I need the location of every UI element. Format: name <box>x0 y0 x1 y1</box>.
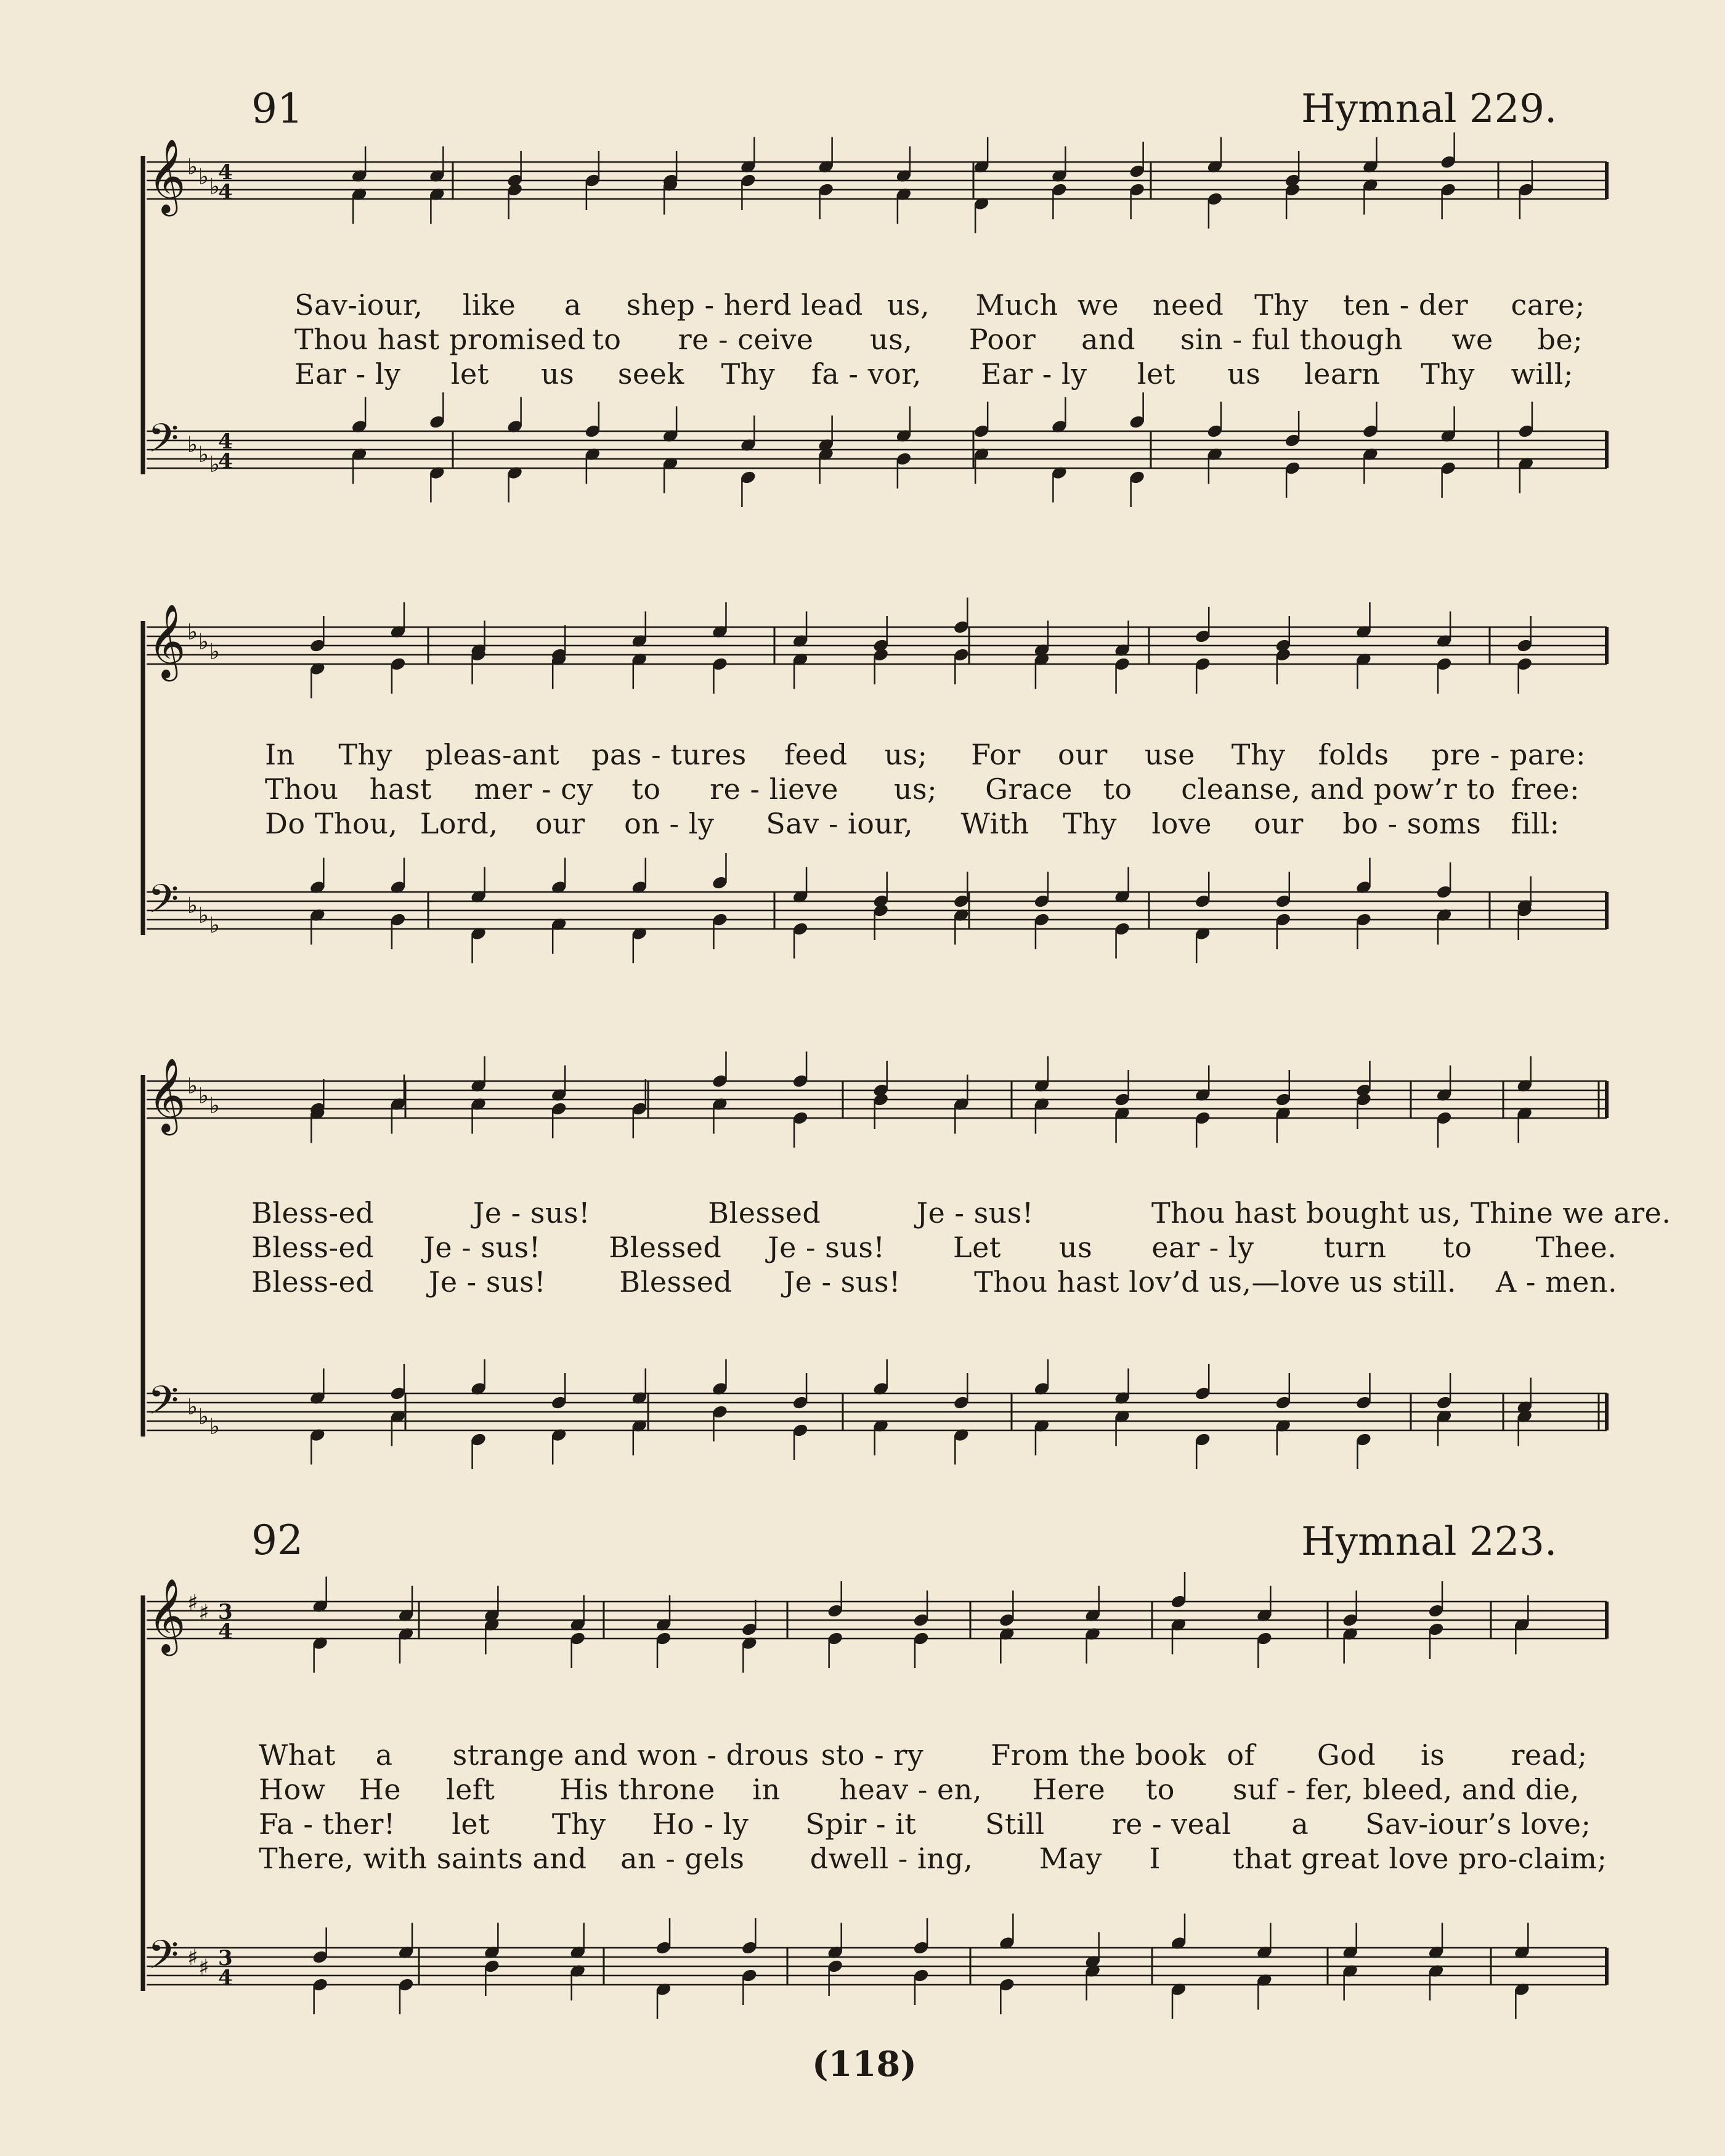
lyric-word: Sav - iour, <box>766 807 914 840</box>
lyric-word: be; <box>1537 323 1583 356</box>
flat-icon: ♭ <box>209 452 220 477</box>
lyric-word: free: <box>1511 772 1580 806</box>
lyric-word: a <box>564 288 582 322</box>
flat-icon: ♭ <box>198 164 209 190</box>
lyric-word: Thy <box>1254 288 1309 322</box>
treble-clef-icon: 𝄞 <box>148 1578 186 1653</box>
lyric-word: we <box>1451 323 1493 356</box>
lyric-word: Do Thou, <box>265 807 398 840</box>
lyric-word: sto - ry <box>821 1738 924 1772</box>
lyric-word: in <box>752 1773 781 1806</box>
lyric-word: read; <box>1511 1738 1588 1772</box>
lyric-word: fill: <box>1511 807 1560 840</box>
lyric-word: Je - sus! <box>768 1231 885 1264</box>
lyric-word: Je - sus! <box>428 1265 546 1299</box>
lyric-word: fa - vor, <box>811 357 922 391</box>
lyric-word: to <box>1145 1773 1175 1806</box>
lyric-word: shep - herd lead <box>626 288 863 322</box>
lyric-word: Lord, <box>420 807 498 840</box>
lyric-word: Thou hast bought us, Thine we are. <box>1151 1196 1671 1230</box>
flat-icon: ♭ <box>198 903 209 928</box>
lyric-word: Spir - it <box>805 1807 917 1841</box>
lyric-word: suf - fer, bleed, and die, <box>1233 1773 1580 1806</box>
lyric-word: us, <box>887 288 930 322</box>
lyric-word: Sav-iour, <box>294 288 423 322</box>
hymnal-reference: Hymnal 223. <box>1301 1519 1557 1565</box>
lyric-word: Much <box>975 288 1058 322</box>
lyric-word: dwell - ing, <box>810 1842 973 1875</box>
sharp-icon: ♯ <box>198 1955 209 1980</box>
lyric-word: is <box>1420 1738 1445 1772</box>
lyric-word: heav - en, <box>839 1773 982 1806</box>
lyric-word: Thy <box>338 738 393 771</box>
hymnal-reference: Hymnal 229. <box>1301 86 1557 132</box>
lyric-word: an - gels <box>620 1842 745 1875</box>
lyric-word: Je - sus! <box>916 1196 1034 1230</box>
flat-icon: ♭ <box>198 1404 209 1430</box>
lyric-word: let <box>1137 357 1175 391</box>
lyric-word: From the book <box>991 1738 1206 1772</box>
lyric-word: on - ly <box>624 807 715 840</box>
lyric-word: For <box>971 738 1021 771</box>
lyric-word: that great love pro-claim; <box>1233 1842 1607 1875</box>
flat-icon: ♭ <box>187 155 198 180</box>
lyric-word: Still <box>984 1807 1045 1841</box>
lyric-word: There, with saints and <box>259 1842 587 1875</box>
lyric-word: Thou hast lov’d us,—love us still. <box>974 1265 1456 1299</box>
lyric-word: re - lieve <box>710 772 838 806</box>
lyric-word: Poor <box>968 323 1036 356</box>
lyric-word: Je - sus! <box>473 1196 591 1230</box>
time-signature-bottom: 4 <box>218 1619 233 1644</box>
time-signature-bottom: 4 <box>218 449 233 474</box>
lyric-word: pleas-ant <box>425 738 560 771</box>
lyric-word: Bless-ed <box>251 1265 375 1299</box>
flat-icon: ♭ <box>187 893 198 918</box>
flat-icon: ♭ <box>187 620 198 645</box>
lyric-word: Thou <box>265 772 339 806</box>
time-signature-bottom: 4 <box>218 180 233 205</box>
lyric-word: us; <box>884 738 928 771</box>
lyric-word: He <box>359 1773 402 1806</box>
lyric-word: Bless-ed <box>251 1196 375 1230</box>
treble-clef-icon: 𝄞 <box>148 603 186 678</box>
lyric-word: May <box>1039 1842 1102 1875</box>
lyric-word: us <box>1227 357 1261 391</box>
lyric-word: In <box>265 738 295 771</box>
flat-icon: ♭ <box>198 630 209 655</box>
bass-clef-icon: 𝄢 <box>148 1932 179 1988</box>
lyric-word: What <box>259 1738 336 1772</box>
flat-icon: ♭ <box>187 1074 198 1099</box>
lyric-word: let <box>450 357 489 391</box>
lyric-word: use <box>1144 738 1195 771</box>
lyric-word: to <box>1443 1231 1472 1264</box>
flat-icon: ♭ <box>209 1414 220 1440</box>
lyric-word: How <box>259 1773 326 1806</box>
lyric-word: of <box>1227 1738 1256 1772</box>
time-signature-bottom: 4 <box>218 1966 233 1990</box>
lyric-word: God <box>1317 1738 1376 1772</box>
lyric-word: His throne <box>559 1773 715 1806</box>
lyric-word: Grace <box>985 772 1073 806</box>
bass-clef-icon: 𝄢 <box>148 877 179 932</box>
lyric-word: Ho - ly <box>652 1807 749 1841</box>
lyric-word: Thy <box>551 1807 606 1841</box>
lyric-word: learn <box>1304 357 1381 391</box>
time-signature-top: 3 <box>218 1600 233 1624</box>
lyric-word: our <box>535 807 585 840</box>
lyric-word: Thy <box>1063 807 1117 840</box>
lyric-word: feed <box>784 738 848 771</box>
sharp-icon: ♯ <box>198 1600 209 1626</box>
lyric-word: Thee. <box>1535 1231 1617 1264</box>
lyric-word: our <box>1058 738 1108 771</box>
sharp-icon: ♯ <box>187 1945 198 1971</box>
lyric-word: Sav-iour’s love; <box>1365 1807 1591 1841</box>
lyric-word: pre - pare: <box>1431 738 1586 771</box>
lyric-word: to <box>592 323 622 356</box>
lyric-word: folds <box>1318 738 1389 771</box>
lyric-word: seek <box>617 357 684 391</box>
lyric-word: Je - sus! <box>423 1231 541 1264</box>
lyric-word: Ear - ly <box>294 357 401 391</box>
lyric-word: Ear - ly <box>981 357 1087 391</box>
lyric-word: let <box>452 1807 490 1841</box>
lyric-word: Thy <box>1421 357 1475 391</box>
lyric-word: ten - der <box>1342 288 1469 322</box>
lyric-word: turn <box>1323 1231 1387 1264</box>
flat-icon: ♭ <box>187 1395 198 1420</box>
lyric-word: Je - sus! <box>783 1265 901 1299</box>
lyric-word: a <box>1291 1807 1309 1841</box>
lyric-word: Here <box>1032 1773 1106 1806</box>
lyric-word: Bless-ed <box>251 1231 375 1264</box>
lyric-word: Thy <box>721 357 776 391</box>
lyric-word: ear - ly <box>1151 1231 1254 1264</box>
lyric-word: Thy <box>1231 738 1286 771</box>
lyric-word: mer - cy <box>474 772 593 806</box>
lyric-word: cleanse, and pow’r to <box>1181 772 1496 806</box>
lyric-word: A - men. <box>1496 1265 1618 1299</box>
lyric-word: re - veal <box>1111 1807 1232 1841</box>
lyric-word: to <box>1103 772 1132 806</box>
lyric-word: strange and won - drous <box>452 1738 810 1772</box>
lyric-word: pas - tures <box>591 738 747 771</box>
flat-icon: ♭ <box>198 1084 209 1109</box>
lyric-word: With <box>960 807 1029 840</box>
bass-clef-icon: 𝄢 <box>148 1378 179 1433</box>
lyric-word: Thou hast promised <box>294 323 586 356</box>
flat-icon: ♭ <box>209 1093 220 1119</box>
lyric-word: Fa - ther! <box>259 1807 396 1841</box>
flat-icon: ♭ <box>187 432 198 458</box>
lyric-word: us <box>1058 1231 1093 1264</box>
lyric-word: need <box>1152 288 1224 322</box>
lyric-word: hast <box>369 772 432 806</box>
time-signature-top: 4 <box>218 429 233 454</box>
flat-icon: ♭ <box>198 442 209 468</box>
page-number: (118) <box>812 2044 917 2085</box>
lyric-word: to <box>631 772 661 806</box>
treble-clef-icon: 𝄞 <box>148 1057 186 1132</box>
flat-icon: ♭ <box>209 174 220 200</box>
lyric-word: us; <box>893 772 938 806</box>
lyric-word: will; <box>1511 357 1574 391</box>
lyric-word: love <box>1151 807 1212 840</box>
lyric-word: us <box>541 357 575 391</box>
lyric-word: us, <box>869 323 913 356</box>
sharp-icon: ♯ <box>187 1591 198 1616</box>
hymn-number: 91 <box>251 85 303 132</box>
treble-clef-icon: 𝄞 <box>148 138 186 213</box>
lyric-word: I <box>1149 1842 1161 1875</box>
lyric-word: our <box>1254 807 1304 840</box>
lyric-word: Blessed <box>708 1196 821 1230</box>
flat-icon: ♭ <box>209 913 220 938</box>
lyric-word: re - ceive <box>678 323 814 356</box>
lyric-word: Blessed <box>619 1265 733 1299</box>
lyric-word: left <box>445 1773 495 1806</box>
lyric-word: Blessed <box>609 1231 722 1264</box>
lyric-word: sin - ful though <box>1180 323 1403 356</box>
lyric-word: care; <box>1511 288 1585 322</box>
lyric-word: we <box>1077 288 1119 322</box>
hymn-number: 92 <box>251 1517 303 1564</box>
lyric-word: bo - soms <box>1342 807 1482 840</box>
lyric-word: like <box>462 288 516 322</box>
lyric-word: Let <box>953 1231 1001 1264</box>
bass-clef-icon: 𝄢 <box>148 416 179 471</box>
lyric-word: and <box>1081 323 1136 356</box>
time-signature-top: 4 <box>218 160 233 185</box>
time-signature-top: 3 <box>218 1946 233 1971</box>
flat-icon: ♭ <box>209 639 220 665</box>
lyric-word: a <box>375 1738 393 1772</box>
